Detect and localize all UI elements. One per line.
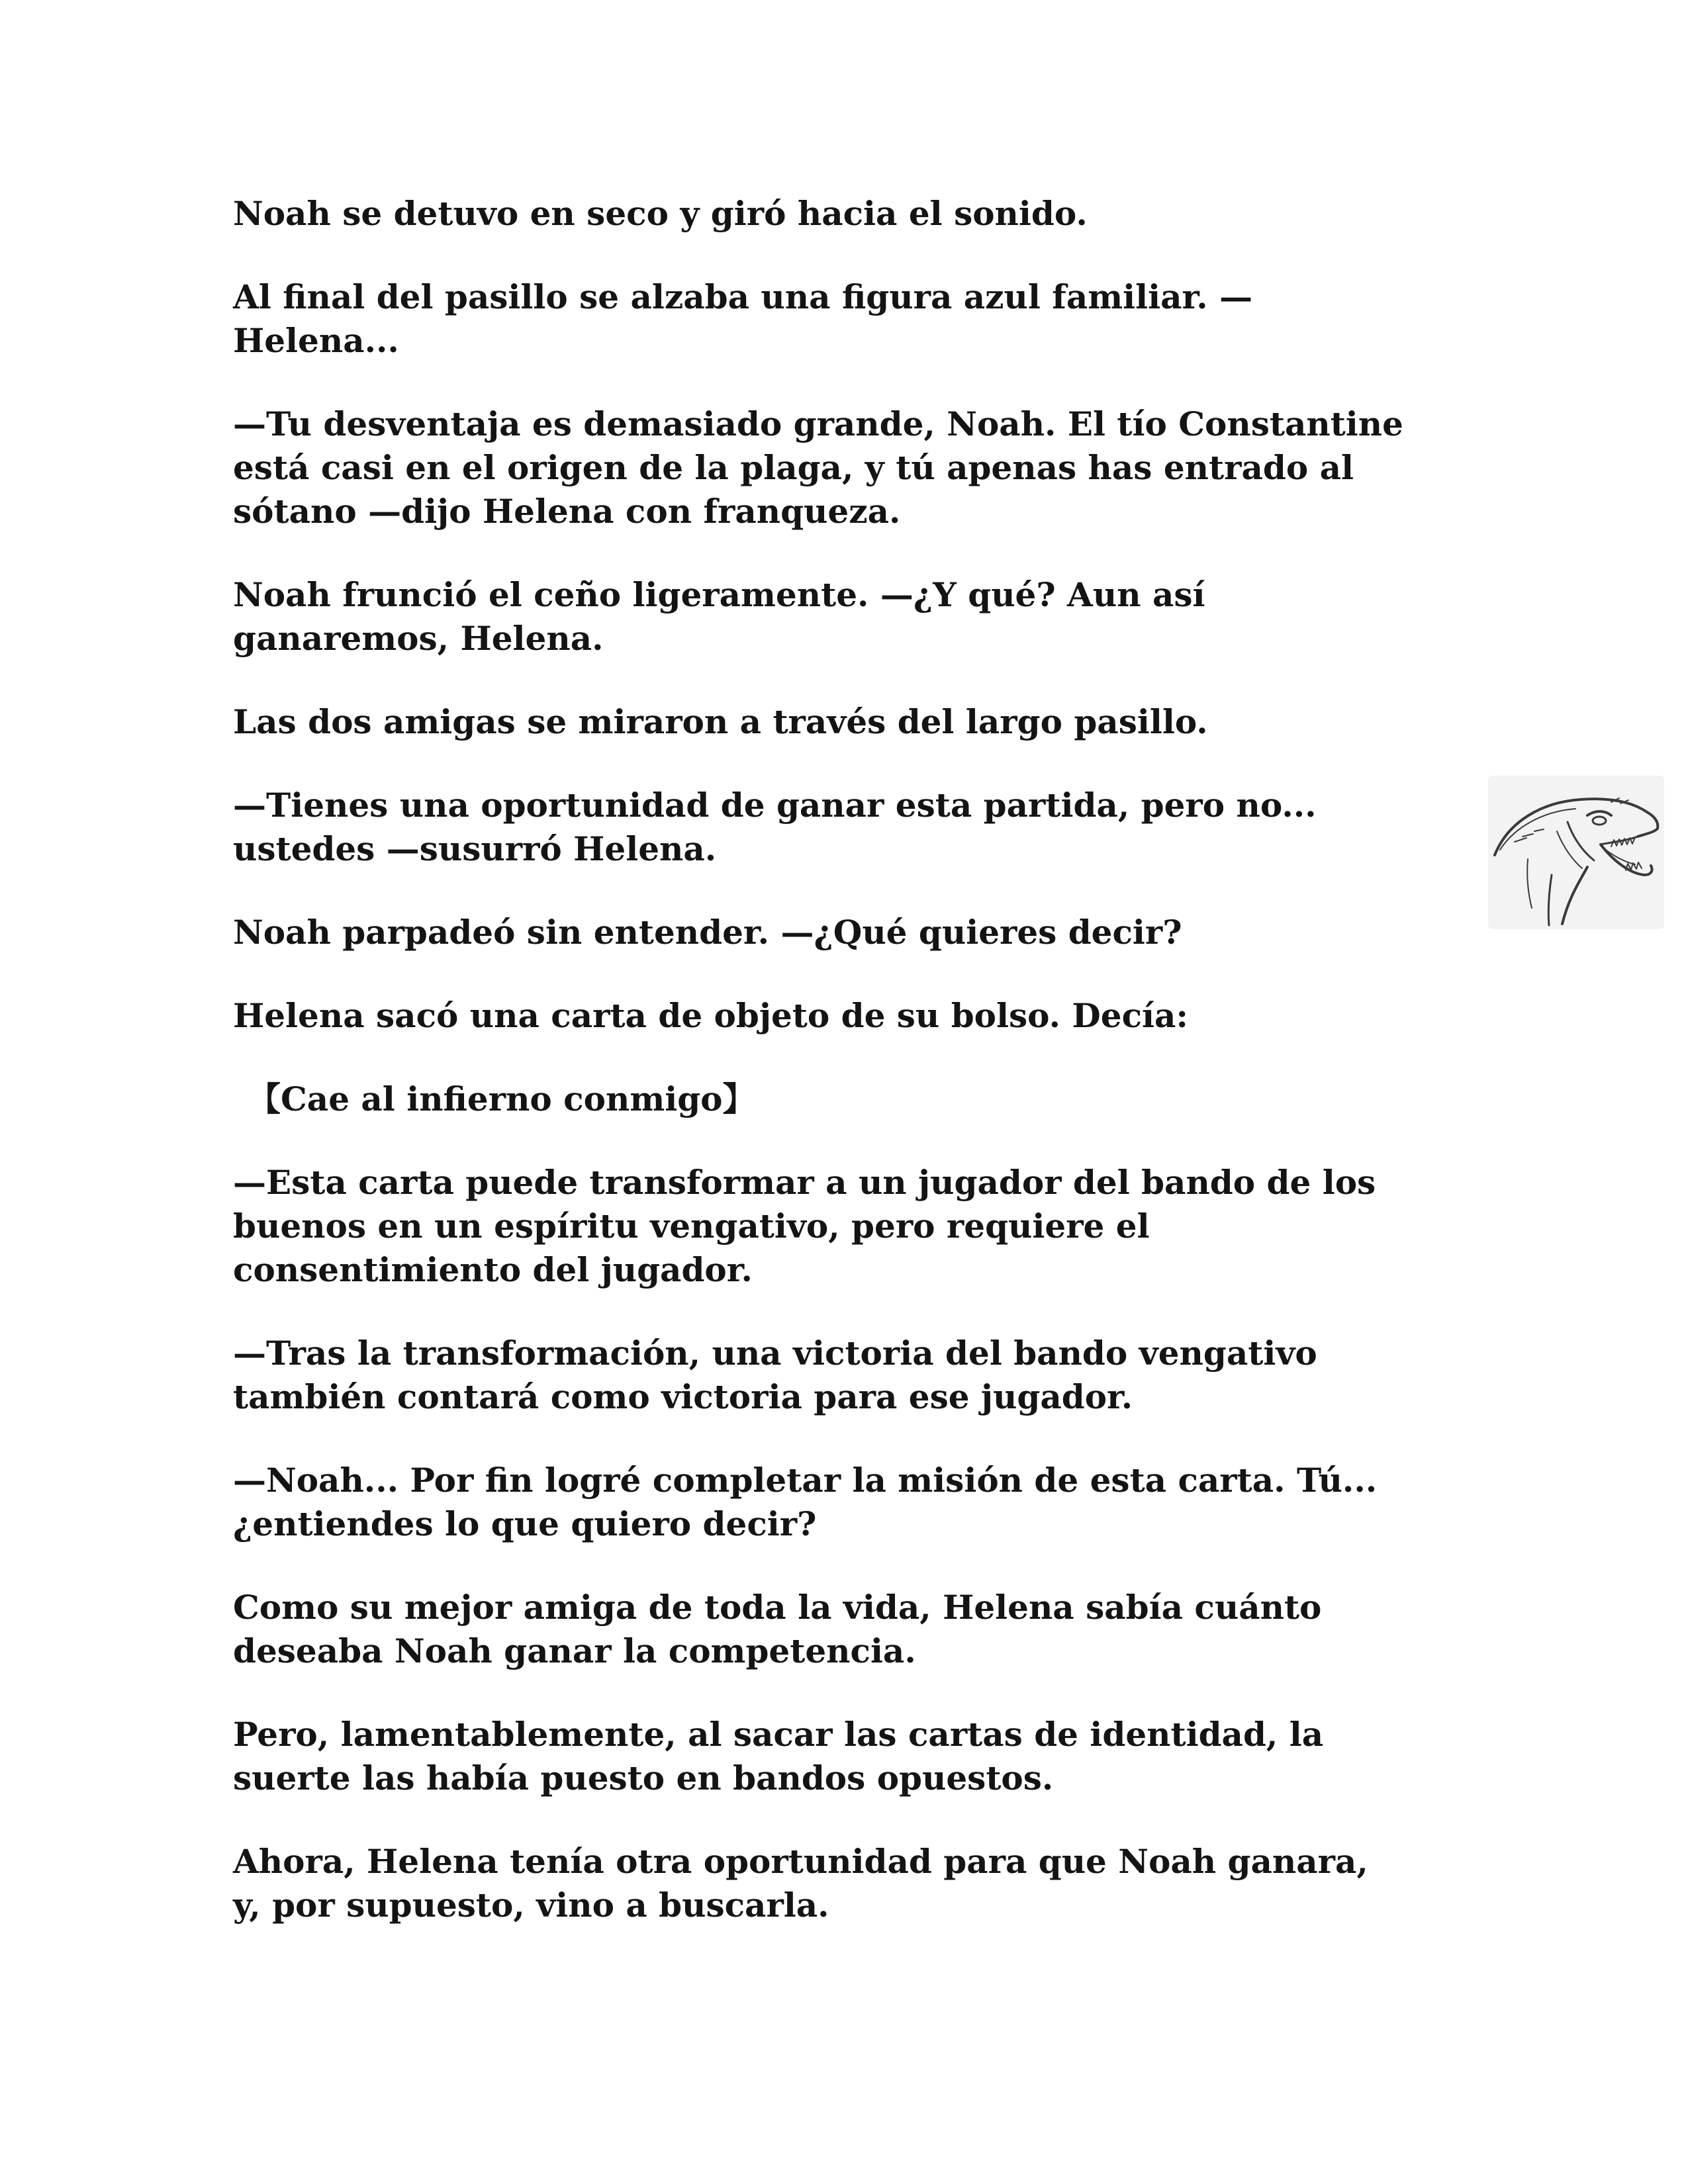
paragraph: —Tu desventaja es demasiado grande, Noah. El tío Constantine está casi en el origen de la plaga, y tú apenas has entrado al sótano —dijo Helena con franqueza. — [233, 404, 1403, 531]
paragraph: Noah se detuvo en seco y giró hacia el sonido. — [233, 194, 1088, 233]
paragraph: Noah parpadeó sin entender. —¿Qué quieres decir? — [233, 913, 1182, 952]
paragraph: Helena sacó una carta de objeto de su bolso. Decía: — [233, 996, 1188, 1035]
paragraph: Ahora, Helena tenía otra oportunidad para que Noah ganara, y, por supuesto, vino a buscarla. — [233, 1842, 1368, 1925]
story-text — [233, 192, 1464, 1967]
paragraph: Las dos amigas se miraron a través del largo pasillo. — [233, 702, 1208, 741]
paragraph: Al final del pasillo se alzaba una figura azul familiar. — Helena... — [233, 277, 1253, 360]
paragraph: Pero, lamentablemente, al sacar las cartas de identidad, la suerte las había puesto en bandos opuestos. — [233, 1715, 1324, 1797]
paragraph: —Tras la transformación, una victoria del bando vengativo también contará como victoria para ese jugador. — [233, 1334, 1317, 1416]
dinosaur-head-sketch-icon — [1488, 776, 1664, 929]
item-card-name: 【Cae al infierno conmigo】 — [248, 1079, 756, 1118]
paragraph: —Esta carta puede transformar a un jugador del bando de los buenos en un espíritu vengativo, pero requiere el consentimiento del jugador. — [233, 1163, 1376, 1289]
paragraph: Como su mejor amiga de toda la vida, Helena sabía cuánto deseaba Noah ganar la competencia. — [233, 1588, 1322, 1670]
paragraph: —Noah... Por fin logré completar la misión de esta carta. Tú... ¿entiendes lo que quiero decir? — [233, 1461, 1378, 1543]
paragraph: —Tienes una oportunidad de ganar esta partida, pero no... ustedes —susurró Helena. — [233, 786, 1317, 868]
paragraph: Noah frunció el ceño ligeramente. —¿Y qué? Aun así ganaremos, Helena. — [233, 575, 1205, 658]
